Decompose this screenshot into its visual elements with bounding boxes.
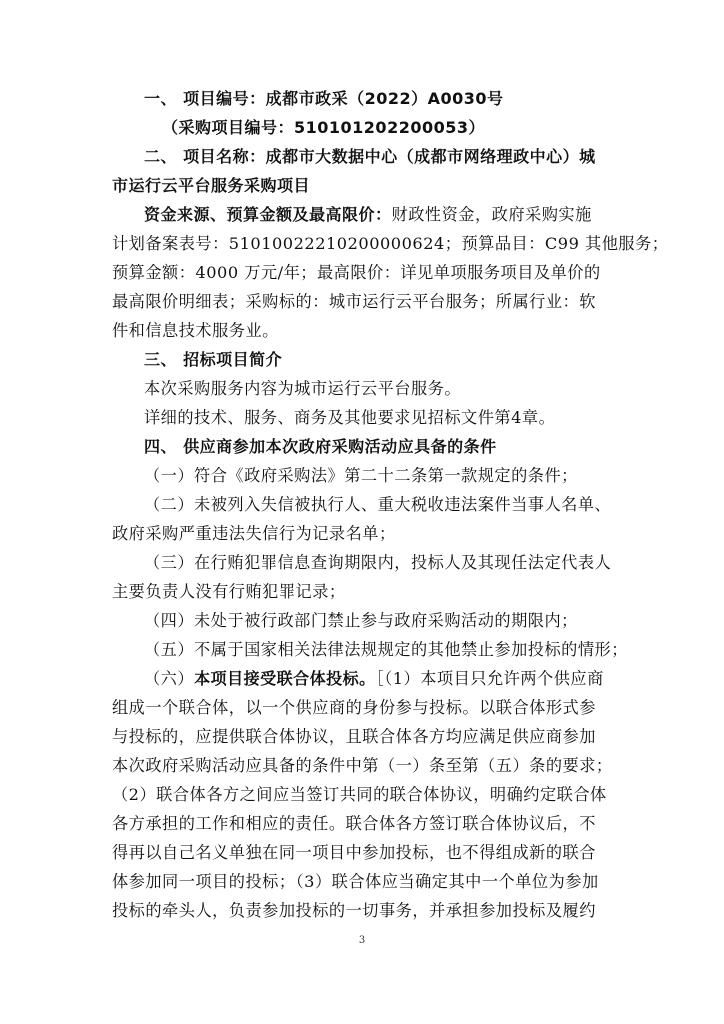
funding-label: 资金来源、预算金额及最高限价： xyxy=(144,205,392,224)
condition-item-5: （五）不属于国家相关法律法规规定的其他禁止参加投标的情形； xyxy=(144,640,628,659)
project-name-continued: 市运行云平台服务采购项目 xyxy=(112,176,311,195)
project-intro-text: 详细的技术、服务、商务及其他要求见招标文件第4章。 xyxy=(144,408,556,427)
funding-text: 财政性资金，政府采购实施 xyxy=(391,205,592,224)
condition-item-3: （三）在行贿犯罪信息查询期限内，投标人及其现任法定代表人 xyxy=(144,553,612,572)
condition-item-6-continued: 得再以自己名义单独在同一项目中参加投标，也不得组成新的联合 xyxy=(112,843,596,862)
condition-item-6-continued: 与投标的，应提供联合体协议，且联合体各方均应满足供应商参加 xyxy=(112,727,596,746)
document-body xyxy=(112,84,669,925)
condition-item-6-prefix: （六） xyxy=(144,669,195,688)
project-number-heading: 一、 项目编号：成都市政采（2022）A0030号 xyxy=(144,89,504,108)
condition-item-6 xyxy=(112,664,622,693)
project-intro-text: 本次采购服务内容为城市运行云平台服务。 xyxy=(144,379,462,398)
funding-paragraph-line: 件和信息技术服务业。 xyxy=(112,321,279,340)
funding-paragraph-line: 计划备案表号：51010022210200000624；预算品目：C99 其他服务； xyxy=(112,234,669,253)
condition-item-6-continued: 投标的牵头人，负责参加投标的一切事务，并承担参加投标及履约 xyxy=(112,901,596,920)
funding-paragraph-line: 最高限价明细表；采购标的：城市运行云平台服务；所属行业：软 xyxy=(112,292,596,311)
condition-item-2-continued: 政府采购严重违法失信行为记录名单； xyxy=(112,524,396,543)
condition-item-1: （一）符合《政府采购法》第二十二条第一款规定的条件； xyxy=(144,466,578,485)
project-intro-heading: 三、 招标项目简介 xyxy=(144,350,283,369)
funding-paragraph-line xyxy=(112,200,622,229)
condition-item-6-continued: 体参加同一项目的投标；（3）联合体应当确定其中一个单位为参加 xyxy=(112,872,599,891)
condition-item-6-continued: 各方承担的工作和相应的责任。联合体各方签订联合体协议后，不 xyxy=(112,814,596,833)
project-name-heading: 二、 项目名称：成都市大数据中心（成都市网络理政中心）城 xyxy=(144,147,596,166)
condition-item-6-continued: 本次政府采购活动应具备的条件中第（一）条至第（五）条的要求； xyxy=(112,756,613,775)
condition-item-6-continued: 组成一个联合体，以一个供应商的身份参与投标。以联合体形式参 xyxy=(112,698,596,717)
procurement-project-number: （采购项目编号：510101202200053） xyxy=(162,118,485,137)
condition-item-3-continued: 主要负责人没有行贿犯罪记录； xyxy=(112,582,346,601)
page-number: 3 xyxy=(358,935,366,946)
joint-bid-statement: 本项目接受联合体投标。 xyxy=(194,669,376,688)
condition-item-6-text: ［（1）本项目只允许两个供应商 xyxy=(375,669,604,688)
funding-paragraph-line: 预算金额：4000 万元/年；最高限价：详见单项服务项目及单价的 xyxy=(112,263,601,282)
condition-item-6-continued: （2）联合体各方之间应当签订共同的联合体协议，明确约定联合体 xyxy=(112,785,607,804)
condition-item-2: （二）未被列入失信被执行人、重大税收违法案件当事人名单、 xyxy=(144,495,612,514)
condition-item-4: （四）未处于被行政部门禁止参与政府采购活动的期限内； xyxy=(144,611,578,630)
supplier-conditions-heading: 四、 供应商参加本次政府采购活动应具备的条件 xyxy=(144,437,497,456)
